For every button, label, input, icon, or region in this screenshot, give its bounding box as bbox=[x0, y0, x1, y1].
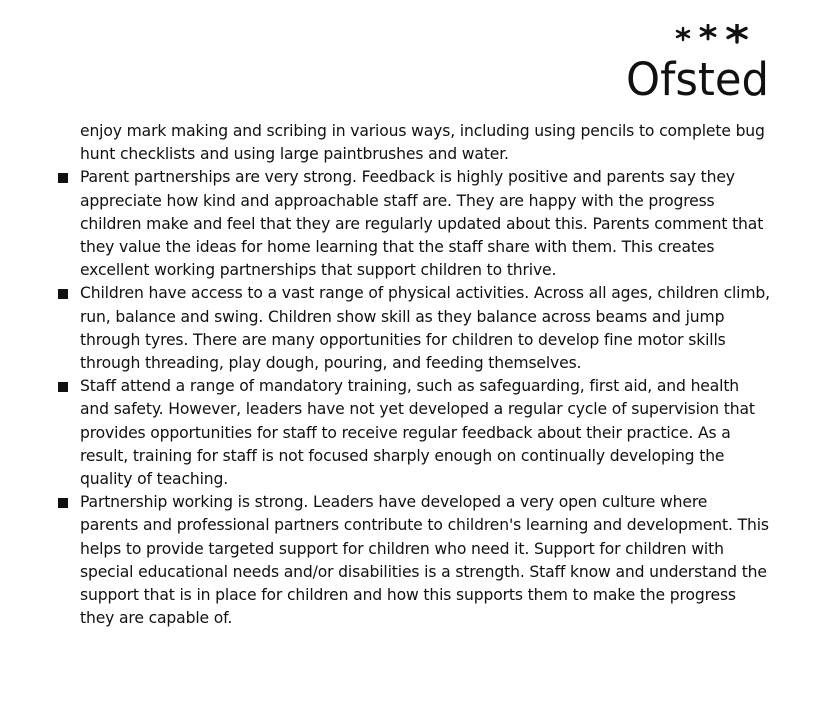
bullet-text: Staff attend a range of mandatory training, such as safeguarding, first aid, and health and safety. However, leaders have not yet developed a regular cycle of supervision that provides opportunities for staff to receive regular feedback about their practice. As a result, training for staff is not focused sharply enough on continually developing the quality of teaching. bbox=[80, 377, 755, 489]
intro-paragraph: enjoy mark making and scribing in various ways, including using pencils to complete bug hunt checklists and using large paintbrushes and water. bbox=[80, 122, 765, 164]
square-bullet-icon bbox=[58, 289, 68, 299]
bullet-text: Children have access to a vast range of physical activities. Across all ages, children climb, run, balance and swing. Children show skill as they balance across beams and jump through tyres. There are many opportunities for children to develop fine motor skills through threading, play dough, pouring, and feeding themselves. bbox=[80, 284, 770, 373]
bullet-item-staff-training bbox=[58, 375, 770, 491]
square-bullet-icon bbox=[58, 382, 68, 392]
square-bullet-icon bbox=[58, 498, 68, 508]
bullet-item-partnership-working bbox=[58, 491, 770, 630]
square-bullet-icon bbox=[58, 173, 68, 183]
bullet-text: Partnership working is strong. Leaders have developed a very open culture where parents and professional partners contribute to children's learning and development. This helps to provide targeted support for children who need it. Support for children with special educational needs and/or disabilities is a strength. Staff know and understand the support that is in place for children and how this supports them to make the progress they are capable of. bbox=[80, 493, 769, 628]
bullet-text: Parent partnerships are very strong. Feedback is highly positive and parents say they appreciate how kind and approachable staff are. They are happy with the progress children make and feel that they are regularly updated about this. Parents comment that they value the ideas for home learning that the staff share with them. This creates excellent working partnerships that support children to thrive. bbox=[80, 168, 764, 280]
ofsted-stars-logo-icon bbox=[625, 24, 775, 102]
ofsted-logo bbox=[625, 24, 775, 102]
report-body bbox=[58, 120, 770, 630]
bullet-item-physical-activities bbox=[58, 282, 770, 375]
ofsted-logo-text: Ofsted bbox=[626, 53, 769, 102]
bullet-item-parent-partnerships bbox=[58, 166, 770, 282]
